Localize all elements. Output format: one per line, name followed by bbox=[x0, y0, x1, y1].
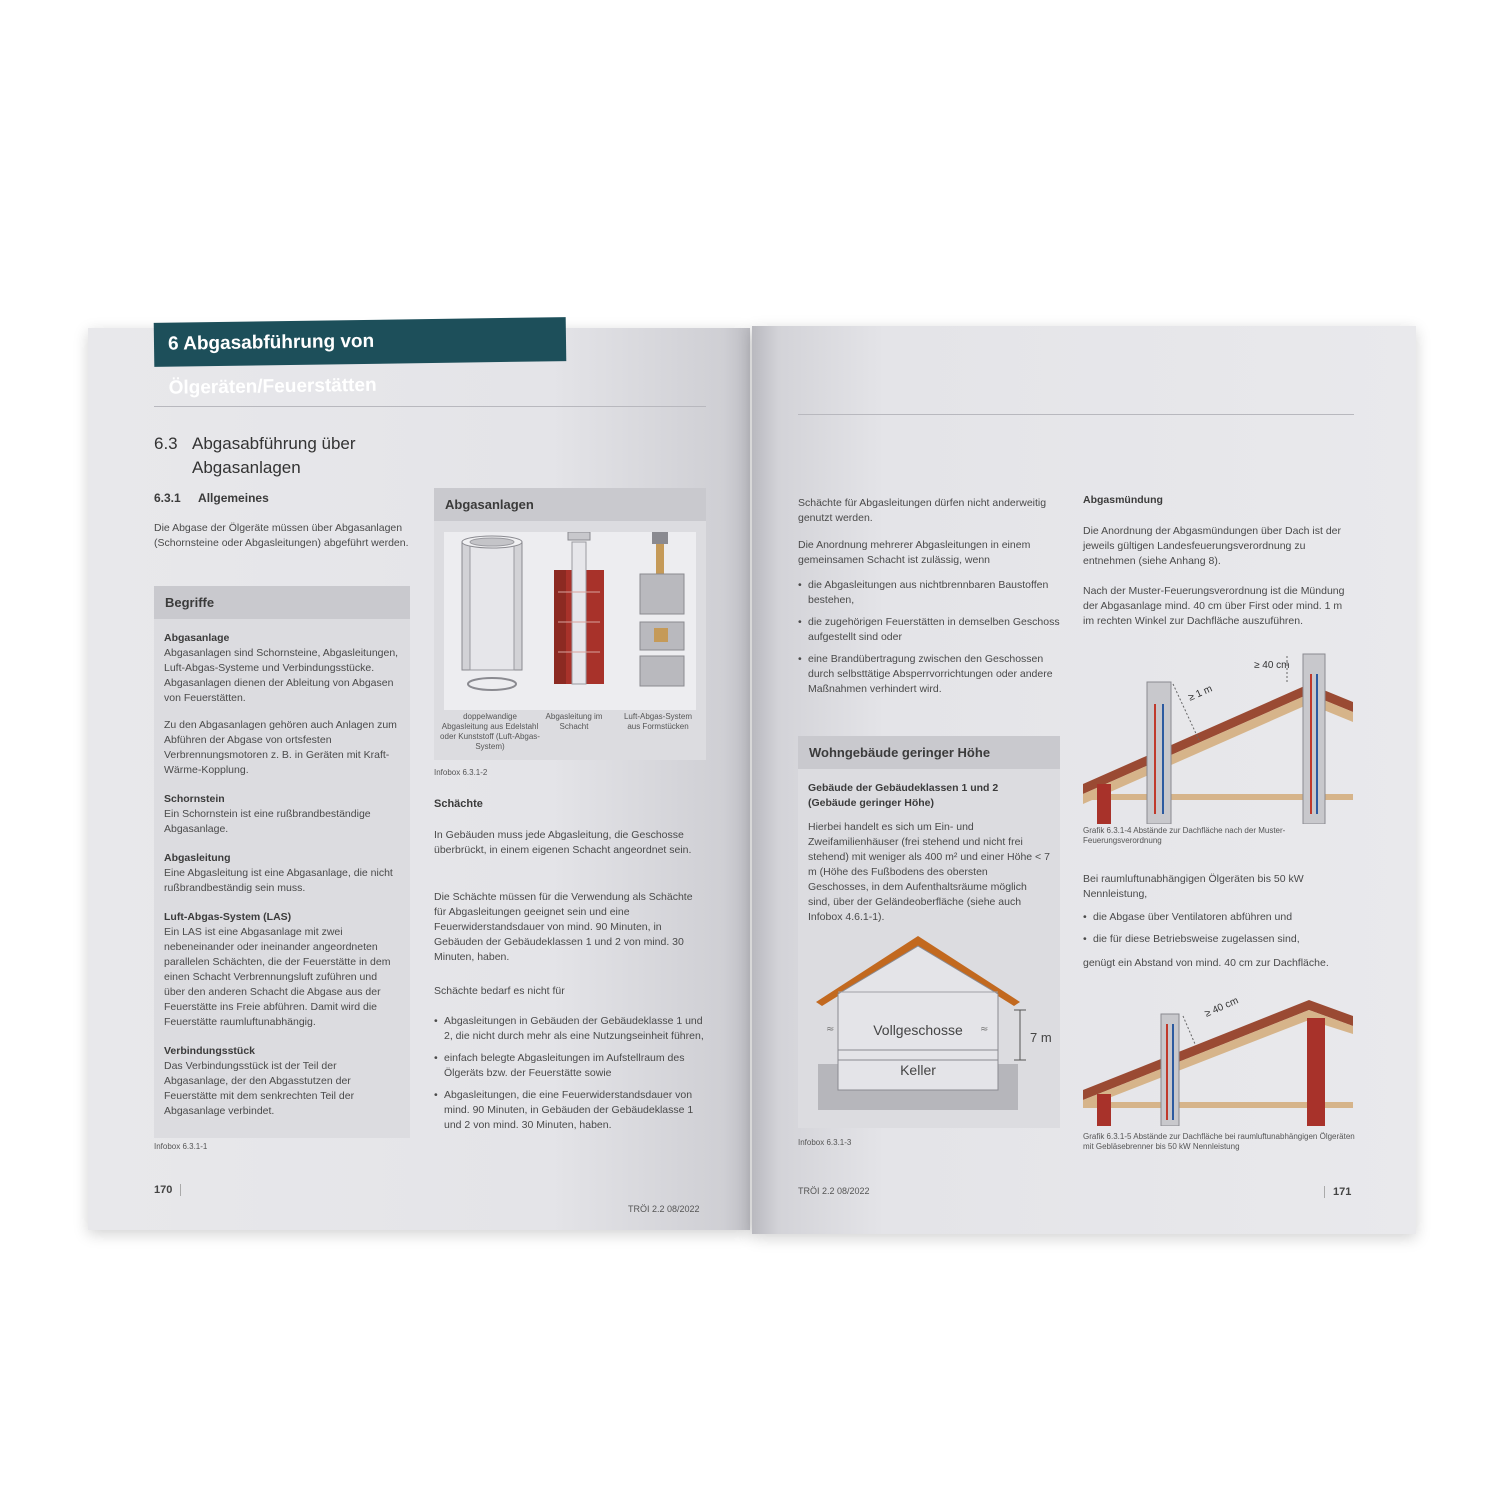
schaechte-heading: Schächte bbox=[434, 798, 483, 810]
list-item: • Abgasleitungen, die eine Feuerwiderstandsdauer von mind. 90 Minuten, in Gebäuden der Gebäudeklasse 1 und 2 von mind. 30 Minuten, haben. bbox=[434, 1088, 706, 1133]
section-title-line2: Abgasanlagen bbox=[192, 458, 301, 477]
footer-left: TRÖI 2.2 08/2022 bbox=[628, 1204, 700, 1214]
label-7m: 7 m bbox=[1030, 1030, 1052, 1045]
abgasanlagen-box bbox=[434, 488, 706, 760]
abgasanlagen-illustration bbox=[444, 532, 696, 710]
def-abgasanlage-2: Zu den Abgasanlagen gehören auch Anlagen zum Abführen der Abgase von ortsfesten Verbrennungsmotoren z. B. in Geräten mit Kraft-Wärme-Kopplung. bbox=[164, 719, 397, 776]
infobox-label-1: Infobox 6.3.1-1 bbox=[154, 1142, 208, 1151]
list-item: • die Abgase über Ventilatoren abführen und bbox=[1083, 910, 1353, 925]
muendung-p3: Bei raumluftunabhängigen Ölgeräten bis 50 kW Nennleistung, bbox=[1083, 873, 1304, 900]
infobox-label-3: Infobox 6.3.1-3 bbox=[798, 1138, 852, 1147]
wohngebaeude-box bbox=[798, 736, 1060, 1128]
abgasmuendung-heading: Abgasmündung bbox=[1083, 494, 1163, 506]
muendung-p4: genügt ein Abstand von mind. 40 cm zur Dachfläche. bbox=[1083, 957, 1329, 969]
list-item: • einfach belegte Abgasleitungen im Aufstellraum des Ölgeräts bzw. der Feuerstätte sowie bbox=[434, 1051, 706, 1081]
begriffe-title: Begriffe bbox=[154, 586, 410, 619]
list-item: • die zugehörigen Feuerstätten in demselben Geschoss aufgestellt sind oder bbox=[798, 615, 1060, 645]
section-number: 6.3 bbox=[154, 434, 178, 453]
schaechte-p3: Schächte bedarf es nicht für bbox=[434, 985, 565, 997]
term-abgasleitung: Abgasleitung bbox=[164, 852, 231, 864]
page-number-right: 171 bbox=[1324, 1186, 1351, 1198]
right-p2: Die Anordnung mehrerer Abgasleitungen in einem gemeinsamen Schacht ist zulässig, wenn bbox=[798, 539, 1031, 566]
wohngebaeude-title: Wohngebäude geringer Höhe bbox=[798, 736, 1060, 769]
double-wall-pipe-drawing bbox=[462, 536, 522, 690]
term-abgasanlage: Abgasanlage bbox=[164, 632, 230, 644]
gebaeudeklassen-heading: Gebäude der Gebäudeklassen 1 und 2 bbox=[808, 782, 999, 794]
def-abgasleitung: Eine Abgasleitung ist eine Abgasanlage, die nicht rußbrandbeständig sein muss. bbox=[164, 867, 393, 894]
muendung-list bbox=[1083, 910, 1353, 954]
term-las: Luft-Abgas-System (LAS) bbox=[164, 911, 292, 923]
right-page bbox=[752, 326, 1416, 1234]
page-number-left: 170 bbox=[154, 1184, 181, 1196]
caption-las: Luft-Abgas-System aus Formstücken bbox=[623, 712, 693, 731]
def-abgasanlage: Abgasanlagen sind Schornsteine, Abgasleitungen, Luft-Abgas-Systeme und Verbindungsstücke. Abgasanlagen dienen der Ableitung von Abgasen von Feuerstätten. bbox=[164, 647, 399, 704]
flue-in-shaft-drawing bbox=[554, 532, 604, 684]
term-schornstein: Schornstein bbox=[164, 793, 225, 805]
header-rule bbox=[154, 406, 706, 407]
las-blocks-drawing bbox=[640, 532, 684, 686]
svg-text:≈: ≈ bbox=[980, 1024, 989, 1035]
list-item: • eine Brandübertragung zwischen den Geschossen durch selbsttätige Absperrvorrichtungen oder andere Maßnahmen verhindert wird. bbox=[798, 652, 1060, 697]
caption-double-wall: doppelwandige Abgasleitung aus Edelstahl oder Kunststoff (Luft-Abgas-System) bbox=[440, 712, 540, 751]
list-item: • die Abgasleitungen aus nichtbrennbaren Baustoffen bestehen, bbox=[798, 578, 1060, 608]
g1-label-1m: ≥ 1 m bbox=[1186, 683, 1215, 704]
abgasanlagen-title: Abgasanlagen bbox=[434, 488, 706, 521]
def-las: Ein LAS ist eine Abgasanlage mit zwei nebeneinander oder ineinander angeordneten parallelen Schächten, die der Feuerstätte in dem einen Schacht Verbrennungsluft zuführen und über den anderen Schacht die Abgase aus der Feuerstätte ins Freie abführen. Damit wird die Feuerstätte raumluftunabhängig. bbox=[164, 926, 391, 1028]
chapter-banner: 6 Abgasabführung von Ölgeräten/Feuerstätten bbox=[154, 317, 567, 367]
term-verbindungsstueck: Verbindungsstück bbox=[164, 1045, 256, 1057]
subsection-heading bbox=[154, 491, 269, 505]
def-verbindungsstueck: Das Verbindungsstück ist der Teil der Abgasanlage, der den Abgasstutzen der Feuerstätte mit dem senkrechten Teil der Abgasanlage verbindet. bbox=[164, 1060, 355, 1117]
right-list bbox=[798, 578, 1060, 704]
begriffe-box bbox=[154, 586, 410, 1138]
schaechte-p2: Die Schächte müssen für die Verwendung als Schächte für Abgasleitungen geeignet sein und eine Feuerwiderstandsdauer von mind. 90 Minuten, in Gebäuden der Gebäudeklassen 1 und 2 von mind. 30 Minuten, haben. bbox=[434, 891, 693, 963]
muendung-p2: Nach der Muster-Feuerungsverordnung ist die Mündung der Abgasanlage mind. 40 cm über First oder mind. 1 m im rechten Winkel zur Dachfläche auszuführen. bbox=[1083, 585, 1345, 627]
g1-label-40cm: ≥ 40 cm bbox=[1254, 660, 1290, 671]
gebaeudeklassen-subheading: (Gebäude geringer Höhe) bbox=[808, 797, 935, 809]
grafik-caption-1: Grafik 6.3.1-4 Abstände zur Dachfläche nach der Muster-Feuerungsverordnung bbox=[1083, 826, 1286, 845]
left-page bbox=[88, 328, 750, 1230]
footer-right: TRÖI 2.2 08/2022 bbox=[798, 1186, 870, 1196]
def-schornstein: Ein Schornstein ist eine rußbrandbeständige Abgasanlage. bbox=[164, 808, 371, 835]
infobox-label-2: Infobox 6.3.1-2 bbox=[434, 768, 488, 777]
header-rule-right bbox=[798, 414, 1354, 415]
schaechte-list bbox=[434, 1014, 706, 1140]
list-item: • Abgasleitungen in Gebäuden der Gebäudeklasse 1 und 2, die nicht durch mehr als eine Nutzungseinheit führen, bbox=[434, 1014, 706, 1044]
subsection-number: 6.3.1 bbox=[154, 491, 181, 505]
label-keller: Keller bbox=[900, 1062, 936, 1078]
section-title-line1: Abgasabführung über bbox=[192, 434, 356, 453]
intro-text: Die Abgase der Ölgeräte müssen über Abgasanlagen (Schornsteine oder Abgasleitungen) abgeführt werden. bbox=[154, 522, 409, 549]
right-p1: Schächte für Abgasleitungen dürfen nicht anderweitig genutzt werden. bbox=[798, 497, 1047, 524]
subsection-title: Allgemeines bbox=[198, 491, 269, 505]
muendung-p1: Die Anordnung der Abgasmündungen über Dach ist der jeweils gültigen Landesfeuerungsverordnung zu entnehmen (siehe Anhang 8). bbox=[1083, 525, 1342, 567]
section-heading bbox=[154, 432, 414, 477]
grafik-caption-2: Grafik 6.3.1-5 Abstände zur Dachfläche bei raumluftunabhängigen Ölgeräten mit Gebläsebrenner bis 50 kW Nennleistung bbox=[1083, 1132, 1355, 1151]
list-item: • die für diese Betriebsweise zugelassen sind, bbox=[1083, 932, 1353, 947]
g2-label-40cm: ≥ 40 cm bbox=[1203, 995, 1241, 1020]
schaechte-p1: In Gebäuden muss jede Abgasleitung, die Geschosse überbrückt, in einem eigenen Schacht angeordnet sein. bbox=[434, 829, 692, 856]
svg-text:≈: ≈ bbox=[826, 1024, 835, 1035]
roof-diagram-1 bbox=[1083, 644, 1353, 824]
caption-shaft: Abgasleitung im Schacht bbox=[545, 712, 603, 731]
gebaeudeklassen-text: Hierbei handelt es sich um Ein- und Zweifamilienhäuser (frei stehend und nicht frei stehend) mit weniger als 400 m² und einer Höhe < 7 m (Höhe des Fußbodens des obersten Geschosses, in dem Aufenthaltsräume möglich sind, über der Geländeoberfläche (siehe auch Infobox 4.6.1-1). bbox=[808, 821, 1050, 923]
label-vollgeschosse: Vollgeschosse bbox=[873, 1022, 963, 1038]
